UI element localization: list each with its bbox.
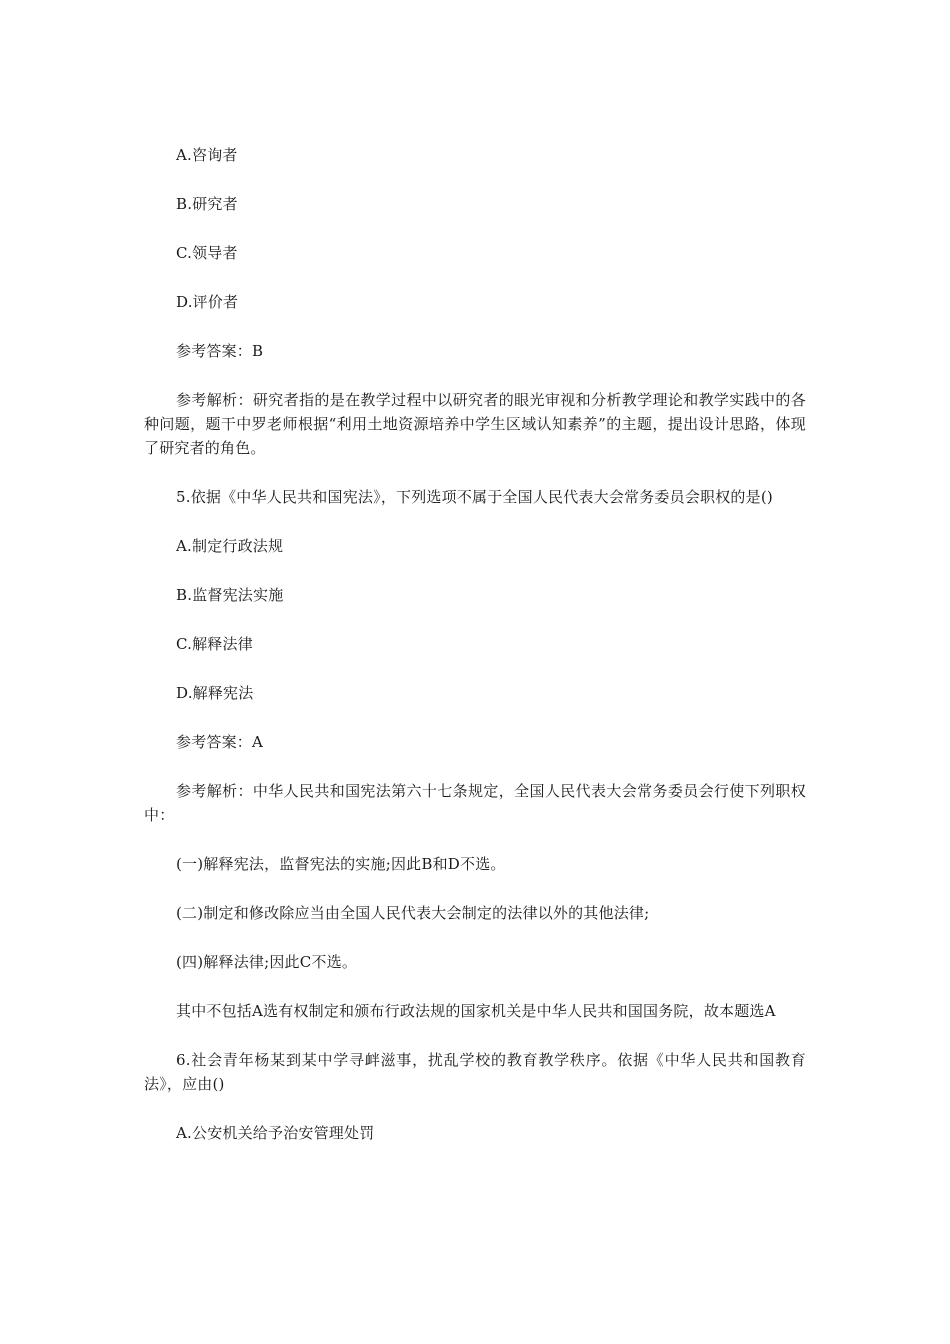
reference-explanation-5: 参考解析：中华人民共和国宪法第六十七条规定，全国人民代表大会常务委员会行使下列职权中： [144, 782, 806, 824]
reference-answer-5: 参考答案：A [176, 733, 264, 751]
option-c-leader: C.领导者 [176, 244, 238, 262]
option-b-researcher: B.研究者 [176, 195, 238, 213]
q5-option-b: B.监督宪法实施 [176, 586, 284, 604]
document-page [144, 133, 806, 1170]
question-6: 6.社会青年杨某到某中学寻衅滋事，扰乱学校的教育教学秩序。依据《中华人民共和国教育法》，应由() [144, 1051, 806, 1093]
q5-option-c: C.解释法律 [176, 635, 253, 653]
explanation-item-2: (二)制定和修改除应当由全国人民代表大会制定的法律以外的其他法律; [176, 904, 650, 922]
explanation-conclusion: 其中不包括A选有权制定和颁布行政法规的国家机关是中华人民共和国国务院，故本题选A [176, 1002, 776, 1020]
q6-option-a: A.公安机关给予治安管理处罚 [176, 1124, 375, 1142]
explanation-item-4: (四)解释法律;因此C不选。 [176, 953, 358, 971]
option-a-consultant: A.咨询者 [176, 146, 238, 164]
option-d-evaluator: D.评价者 [176, 293, 239, 311]
reference-answer-4: 参考答案：B [176, 342, 264, 360]
question-5: 5.依据《中华人民共和国宪法》，下列选项不属于全国人民代表大会常务委员会职权的是() [176, 488, 773, 506]
q5-option-d: D.解释宪法 [176, 684, 254, 702]
reference-explanation-4: 参考解析：研究者指的是在教学过程中以研究者的眼光审视和分析教学理论和教学实践中的各种问题，题干中罗老师根据“利用土地资源培养中学生区域认知素养”的主题，提出设计思路，体现了研究者的角色。 [144, 391, 806, 457]
explanation-item-1: (一)解释宪法，监督宪法的实施;因此B和D不选。 [176, 855, 506, 873]
q5-option-a: A.制定行政法规 [176, 537, 284, 555]
